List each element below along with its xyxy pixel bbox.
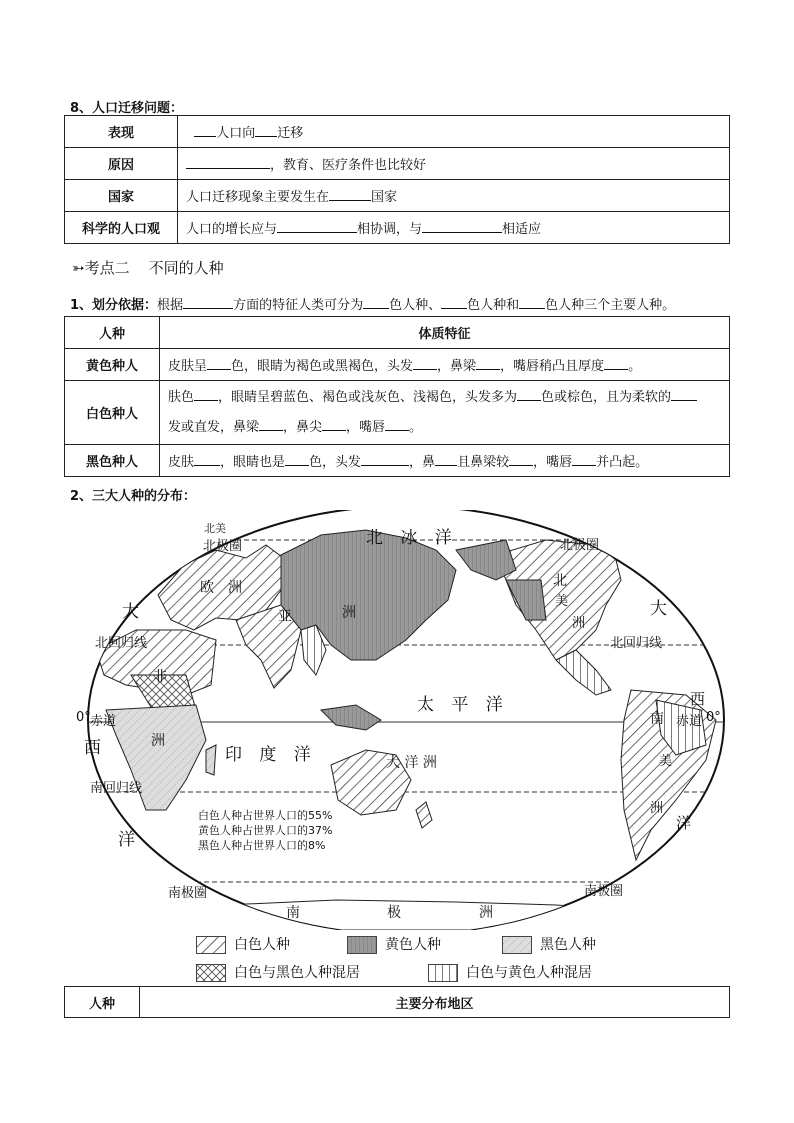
north-polar-circle-label: 北极圈 bbox=[203, 539, 243, 554]
atlantic-label-xi-right: 西 bbox=[690, 690, 706, 708]
legend-white-yellow-swatch bbox=[428, 964, 458, 982]
row-label-population-view: 科学的人口观 bbox=[65, 212, 178, 244]
europe-label-2: 洲 bbox=[228, 580, 242, 596]
south-tropic-label: 南回归线 bbox=[90, 781, 143, 796]
legend-white: 白色人种 bbox=[196, 934, 290, 954]
black-label: 黑色种人 bbox=[65, 445, 160, 477]
legend-white-yellow: 白色与黄色人种混居 bbox=[428, 962, 592, 982]
white-label: 白色种人 bbox=[65, 381, 160, 445]
atlantic-label-da-left: 大 bbox=[122, 602, 139, 622]
equator-label-right: 赤道 bbox=[676, 714, 703, 729]
south-america-label-1: 南 bbox=[650, 711, 664, 727]
white-features: 肤色 ，眼睛呈碧蓝色、褐色或浅灰色、浅褐色，头发多为 色或棕色，且为柔软的 发或直发，鼻梁 ，鼻尖 ，嘴唇 。 bbox=[160, 381, 730, 445]
legend-white-black-swatch bbox=[196, 964, 226, 982]
north-tropic-label-right: 北回归线 bbox=[610, 636, 663, 651]
legend-white-swatch bbox=[196, 936, 226, 954]
africa-label-1: 非 bbox=[153, 669, 167, 685]
legend-black-swatch bbox=[502, 936, 532, 954]
dist-race-header: 人种 bbox=[65, 987, 140, 1018]
row-expression: 人口向 迁移 bbox=[178, 116, 730, 148]
legend-white-black: 白色与黑色人种混居 bbox=[196, 962, 360, 982]
antarctica-label-2: 极 bbox=[387, 905, 401, 921]
black-features: 皮肤 ，眼睛也是 色，头发 ，鼻 且鼻梁较 ，嘴唇 并凸起。 bbox=[160, 445, 730, 477]
legend-yellow: 黄色人种 bbox=[347, 934, 441, 954]
dist-region-header: 主要分布地区 bbox=[140, 987, 730, 1018]
pacific-ocean-label: 太 平 洋 bbox=[417, 695, 509, 715]
indian-ocean-label: 印 度 洋 bbox=[225, 745, 317, 765]
distribution-table bbox=[64, 986, 730, 1018]
zero-left: 0° bbox=[76, 710, 91, 725]
legend-yellow-swatch bbox=[347, 936, 377, 954]
north-polar-circle-label-right: 北极圈 bbox=[560, 538, 600, 553]
north-america-label-1: 北 bbox=[553, 573, 567, 589]
race-col-header: 人种 bbox=[65, 317, 160, 349]
south-america-label-2: 美 bbox=[659, 754, 673, 769]
row-label-expression: 表现 bbox=[65, 116, 178, 148]
atlantic-label-xi-left: 西 bbox=[84, 738, 101, 758]
africa-label-2: 洲 bbox=[151, 733, 165, 749]
atlantic-label-yang-right: 洋 bbox=[676, 814, 692, 832]
row-label-country: 国家 bbox=[65, 180, 178, 212]
oceania-label: 大 洋 洲 bbox=[386, 755, 437, 771]
antarctica-label-3: 洲 bbox=[479, 905, 493, 921]
q2-title: 2、三大人种的分布： bbox=[70, 489, 197, 504]
row-reason: ，教育、医疗条件也比较好 bbox=[178, 148, 730, 180]
race-table bbox=[64, 316, 730, 477]
q8-title: 8、人口迁移问题： bbox=[70, 101, 184, 116]
south-polar-circle-label-left: 南极圈 bbox=[168, 886, 208, 901]
row-population-view: 人口的增长应与 相协调，与 相适应 bbox=[178, 212, 730, 244]
section-heading: ➳考点二 不同的人种 bbox=[72, 259, 224, 277]
row-country: 人口迁移现象主要发生在 国家 bbox=[178, 180, 730, 212]
atlantic-label-da-right: 大 bbox=[650, 599, 667, 619]
asia-label-1: 亚 bbox=[278, 609, 292, 625]
asia-label-2: 洲 bbox=[342, 605, 356, 621]
europe-label-1: 欧 bbox=[200, 580, 214, 596]
equator-label-left: 赤道 bbox=[90, 714, 117, 729]
population-stats: 白色人种占世界人口的55% 黄色人种占世界人口的37% 黑色人种占世界人口的8% bbox=[198, 809, 333, 852]
arctic-ocean-label: 北 冰 洋 bbox=[366, 528, 458, 548]
south-america-label-3: 洲 bbox=[650, 801, 664, 816]
south-polar-circle-label-right: 南极圈 bbox=[584, 884, 624, 899]
feature-col-header: 体质特征 bbox=[160, 317, 730, 349]
migration-table bbox=[64, 115, 730, 244]
atlantic-label-yang-left: 洋 bbox=[118, 830, 135, 850]
north-america-top-label: 北美 bbox=[204, 522, 226, 535]
world-map bbox=[76, 510, 736, 930]
north-america-label-2: 美 bbox=[555, 594, 569, 609]
yellow-features: 皮肤呈 色，眼睛为褐色或黑褐色，头发 ，鼻梁 ，嘴唇稍凸且厚度 。 bbox=[160, 349, 730, 381]
row-label-reason: 原因 bbox=[65, 148, 178, 180]
arrow-icon: ➳ bbox=[72, 259, 85, 277]
legend-black: 黑色人种 bbox=[502, 934, 596, 954]
antarctica-label-1: 南 bbox=[286, 905, 300, 921]
zero-right: 0° bbox=[706, 710, 721, 725]
q1-line: 1、划分依据：根据 方面的特征人类可分为 色人种、 色人种和 色人种三个主要人种。 bbox=[70, 298, 676, 313]
north-tropic-label-left: 北回归线 bbox=[95, 636, 148, 651]
yellow-label: 黄色种人 bbox=[65, 349, 160, 381]
north-america-label-3: 洲 bbox=[572, 616, 586, 631]
